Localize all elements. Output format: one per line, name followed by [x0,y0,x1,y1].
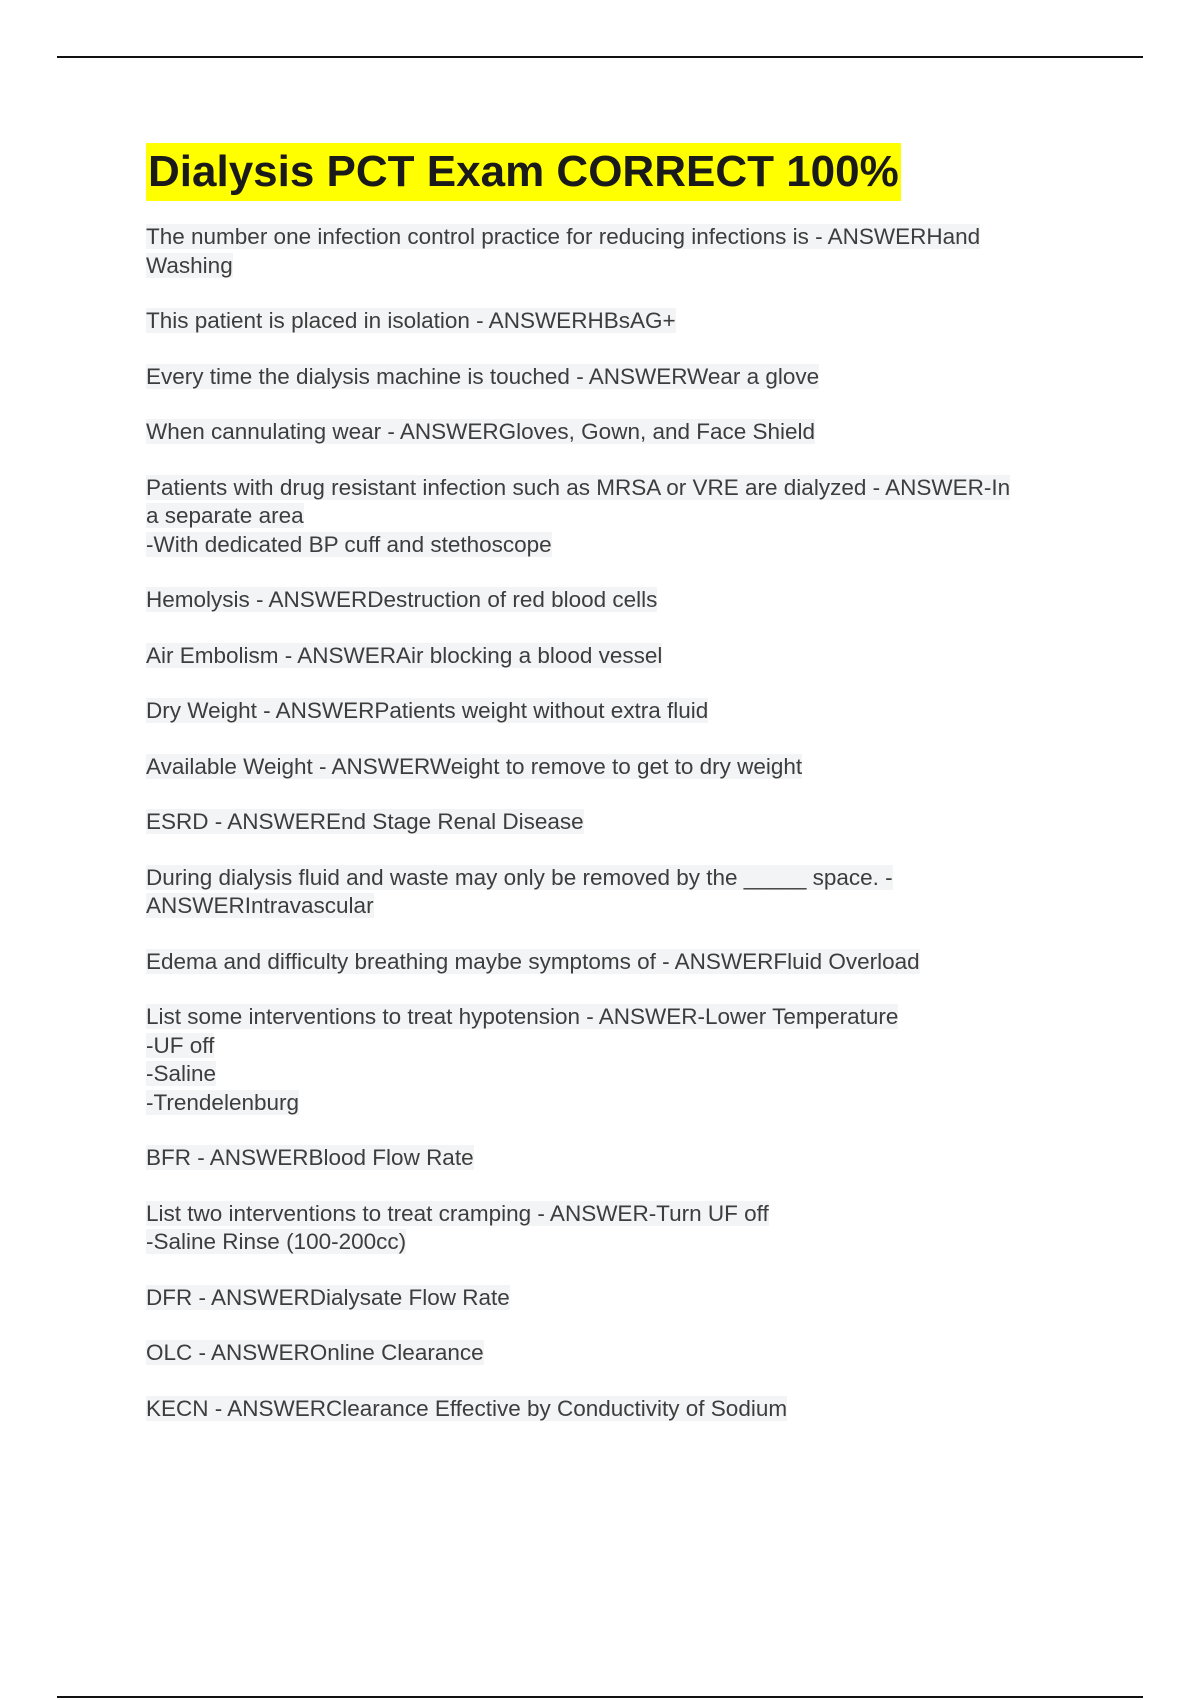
qa-line-text: Washing [146,252,233,278]
qa-item [146,1284,1091,1313]
qa-line [146,1284,1091,1313]
qa-item [146,586,1091,615]
qa-line-text: DFR - ANSWERDialysate Flow Rate [146,1284,510,1310]
qa-list [146,223,1091,1423]
qa-item [146,697,1091,726]
qa-item [146,1144,1091,1173]
qa-line-text: -Saline Rinse (100-200cc) [146,1229,407,1254]
qa-line-text: Edema and difficulty breathing maybe symptoms of - ANSWERFluid Overload [146,948,920,974]
qa-line-text: ANSWERIntravascular [146,893,374,918]
qa-line [146,808,1091,837]
qa-line-text: Hemolysis - ANSWERDestruction of red blood cells [146,587,658,612]
qa-line [146,586,1091,615]
qa-line-text: Available Weight - ANSWERWeight to remove to get to dry weight [146,753,803,779]
qa-item [146,1395,1091,1424]
qa-item [146,642,1091,671]
qa-line [146,474,1091,503]
qa-line [146,642,1091,671]
qa-line [146,1060,1091,1089]
qa-line [146,307,1091,336]
qa-item [146,1200,1091,1257]
qa-line [146,753,1091,782]
qa-line [146,223,1091,252]
qa-line [146,697,1091,726]
qa-line-text: -UF off [146,1032,215,1058]
qa-line [146,1228,1091,1257]
page-top-rule [57,56,1143,58]
qa-line-text: ESRD - ANSWEREnd Stage Renal Disease [146,809,584,834]
qa-item [146,1003,1091,1117]
document-body [146,143,1091,1450]
qa-line-text: The number one infection control practice for reducing infections is - ANSWERHand [146,224,981,249]
qa-line [146,363,1091,392]
qa-line-text: KECN - ANSWERClearance Effective by Conductivity of Sodium [146,1395,788,1421]
qa-line [146,892,1091,921]
qa-line-text: OLC - ANSWEROnline Clearance [146,1340,484,1365]
qa-line-text: During dialysis fluid and waste may only be removed by the _____ space. - [146,864,893,890]
qa-item [146,363,1091,392]
qa-line-text: When cannulating wear - ANSWERGloves, Gown, and Face Shield [146,419,816,444]
qa-line [146,864,1091,893]
page-bottom-rule [57,1696,1143,1698]
qa-line-text: Dry Weight - ANSWERPatients weight without extra fluid [146,698,709,723]
qa-line [146,1032,1091,1061]
qa-line-text: List some interventions to treat hypotension - ANSWER-Lower Temperature [146,1004,899,1029]
qa-item [146,808,1091,837]
qa-line-text: a separate area [146,503,304,528]
qa-line-text: Air Embolism - ANSWERAir blocking a blood vessel [146,642,663,668]
qa-item [146,1339,1091,1368]
qa-line [146,1089,1091,1118]
qa-line [146,252,1091,281]
qa-line [146,418,1091,447]
qa-line-text: List two interventions to treat cramping - ANSWER-Turn UF off [146,1200,769,1226]
qa-line [146,502,1091,531]
qa-item [146,753,1091,782]
qa-line-text: BFR - ANSWERBlood Flow Rate [146,1145,474,1170]
qa-item [146,948,1091,977]
qa-line [146,1339,1091,1368]
qa-line-text: Patients with drug resistant infection such as MRSA or VRE are dialyzed - ANSWER-In [146,474,1011,500]
qa-item [146,307,1091,336]
qa-item [146,223,1091,280]
qa-line-text: -Trendelenburg [146,1089,300,1115]
qa-item [146,418,1091,447]
qa-item [146,864,1091,921]
qa-line-text: -Saline [146,1061,217,1086]
qa-line-text: -With dedicated BP cuff and stethoscope [146,531,552,557]
qa-line [146,1003,1091,1032]
qa-line [146,1395,1091,1424]
qa-line [146,1200,1091,1229]
qa-line-text: This patient is placed in isolation - ANSWERHBsAG+ [146,308,676,333]
document-title: Dialysis PCT Exam CORRECT 100% [146,143,901,201]
qa-item [146,474,1091,560]
qa-line-text: Every time the dialysis machine is touched - ANSWERWear a glove [146,363,820,389]
qa-line [146,948,1091,977]
qa-line [146,531,1091,560]
qa-line [146,1144,1091,1173]
